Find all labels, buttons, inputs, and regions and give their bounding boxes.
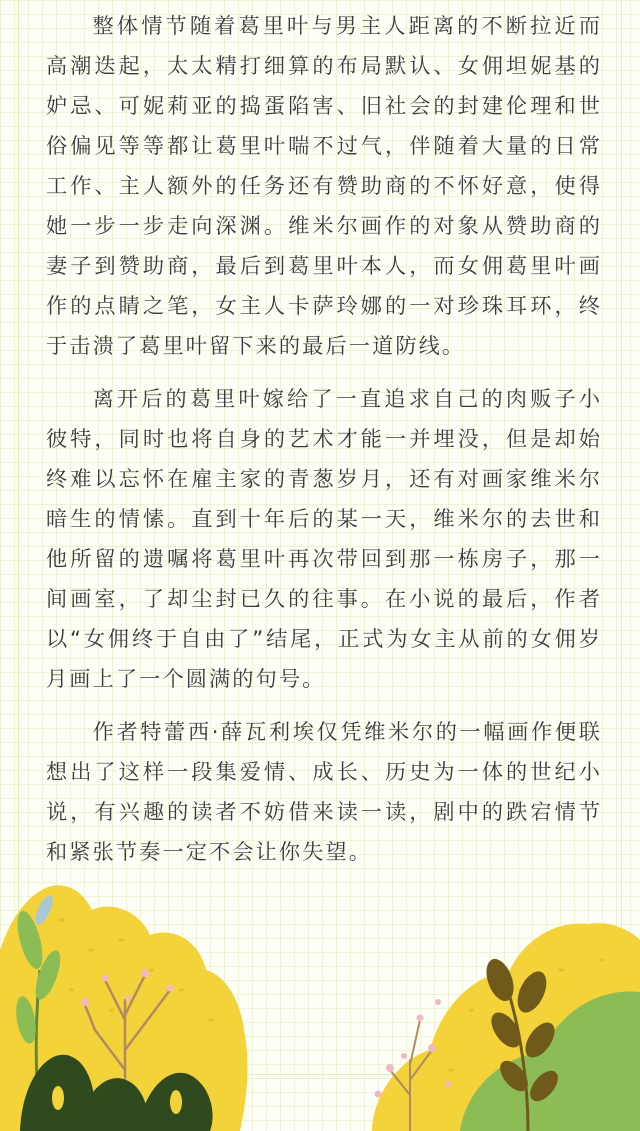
paragraph: 离开后的葛里叶嫁给了一直追求自己的肉贩子小彼特，同时也将自身的艺术才能一并埋没，但是却始终难以忘怀在雇主家的青葱岁月，还有对画家维米尔暗生的情愫。直到十年后的某一天，维米尔的去世和他所留的遗嘱将葛里叶再次带回到那一栋房子，那一间画室，了却尘封已久的往事。在小说的最后，作者以“女佣终于自由了”结尾，正式为女主从前的女佣岁月画上了一个圆满的句号。: [46, 386, 602, 691]
left-foliage-group: [0, 885, 247, 1131]
paragraph: 整体情节随着葛里叶与男主人距离的不断拉近而高潮迭起，太太精打细算的布局默认、女佣坦妮基的妒忌、可妮莉亚的捣蛋陷害、旧社会的封建伦理和世俗偏见等等都让葛里叶喘不过气，伴随着大量的日常工作、主人额外的任务还有赞助商的不怀好意，使得她一步一步走向深渊。维米尔画作的对象从赞助商的妻子到赞助商，最后到葛里叶本人，而女佣葛里叶画作的点睛之笔，女主人卡萨玲娜的一对珍珠耳环，终于击溃了葛里叶留下来的最后一道防线。: [46, 13, 602, 358]
article-body: [46, 6, 602, 885]
paragraph: 作者特蕾西·薛瓦利埃仅凭维米尔的一幅画作便联想出了这样一段集爱情、成长、历史为一体的世纪小说，有兴趣的读者不妨借来读一读，剧中的跌宕情节和紧张节奏一定不会让你失望。: [46, 719, 602, 864]
right-foliage-group: [372, 923, 640, 1131]
foliage-illustration: [0, 880, 640, 1131]
